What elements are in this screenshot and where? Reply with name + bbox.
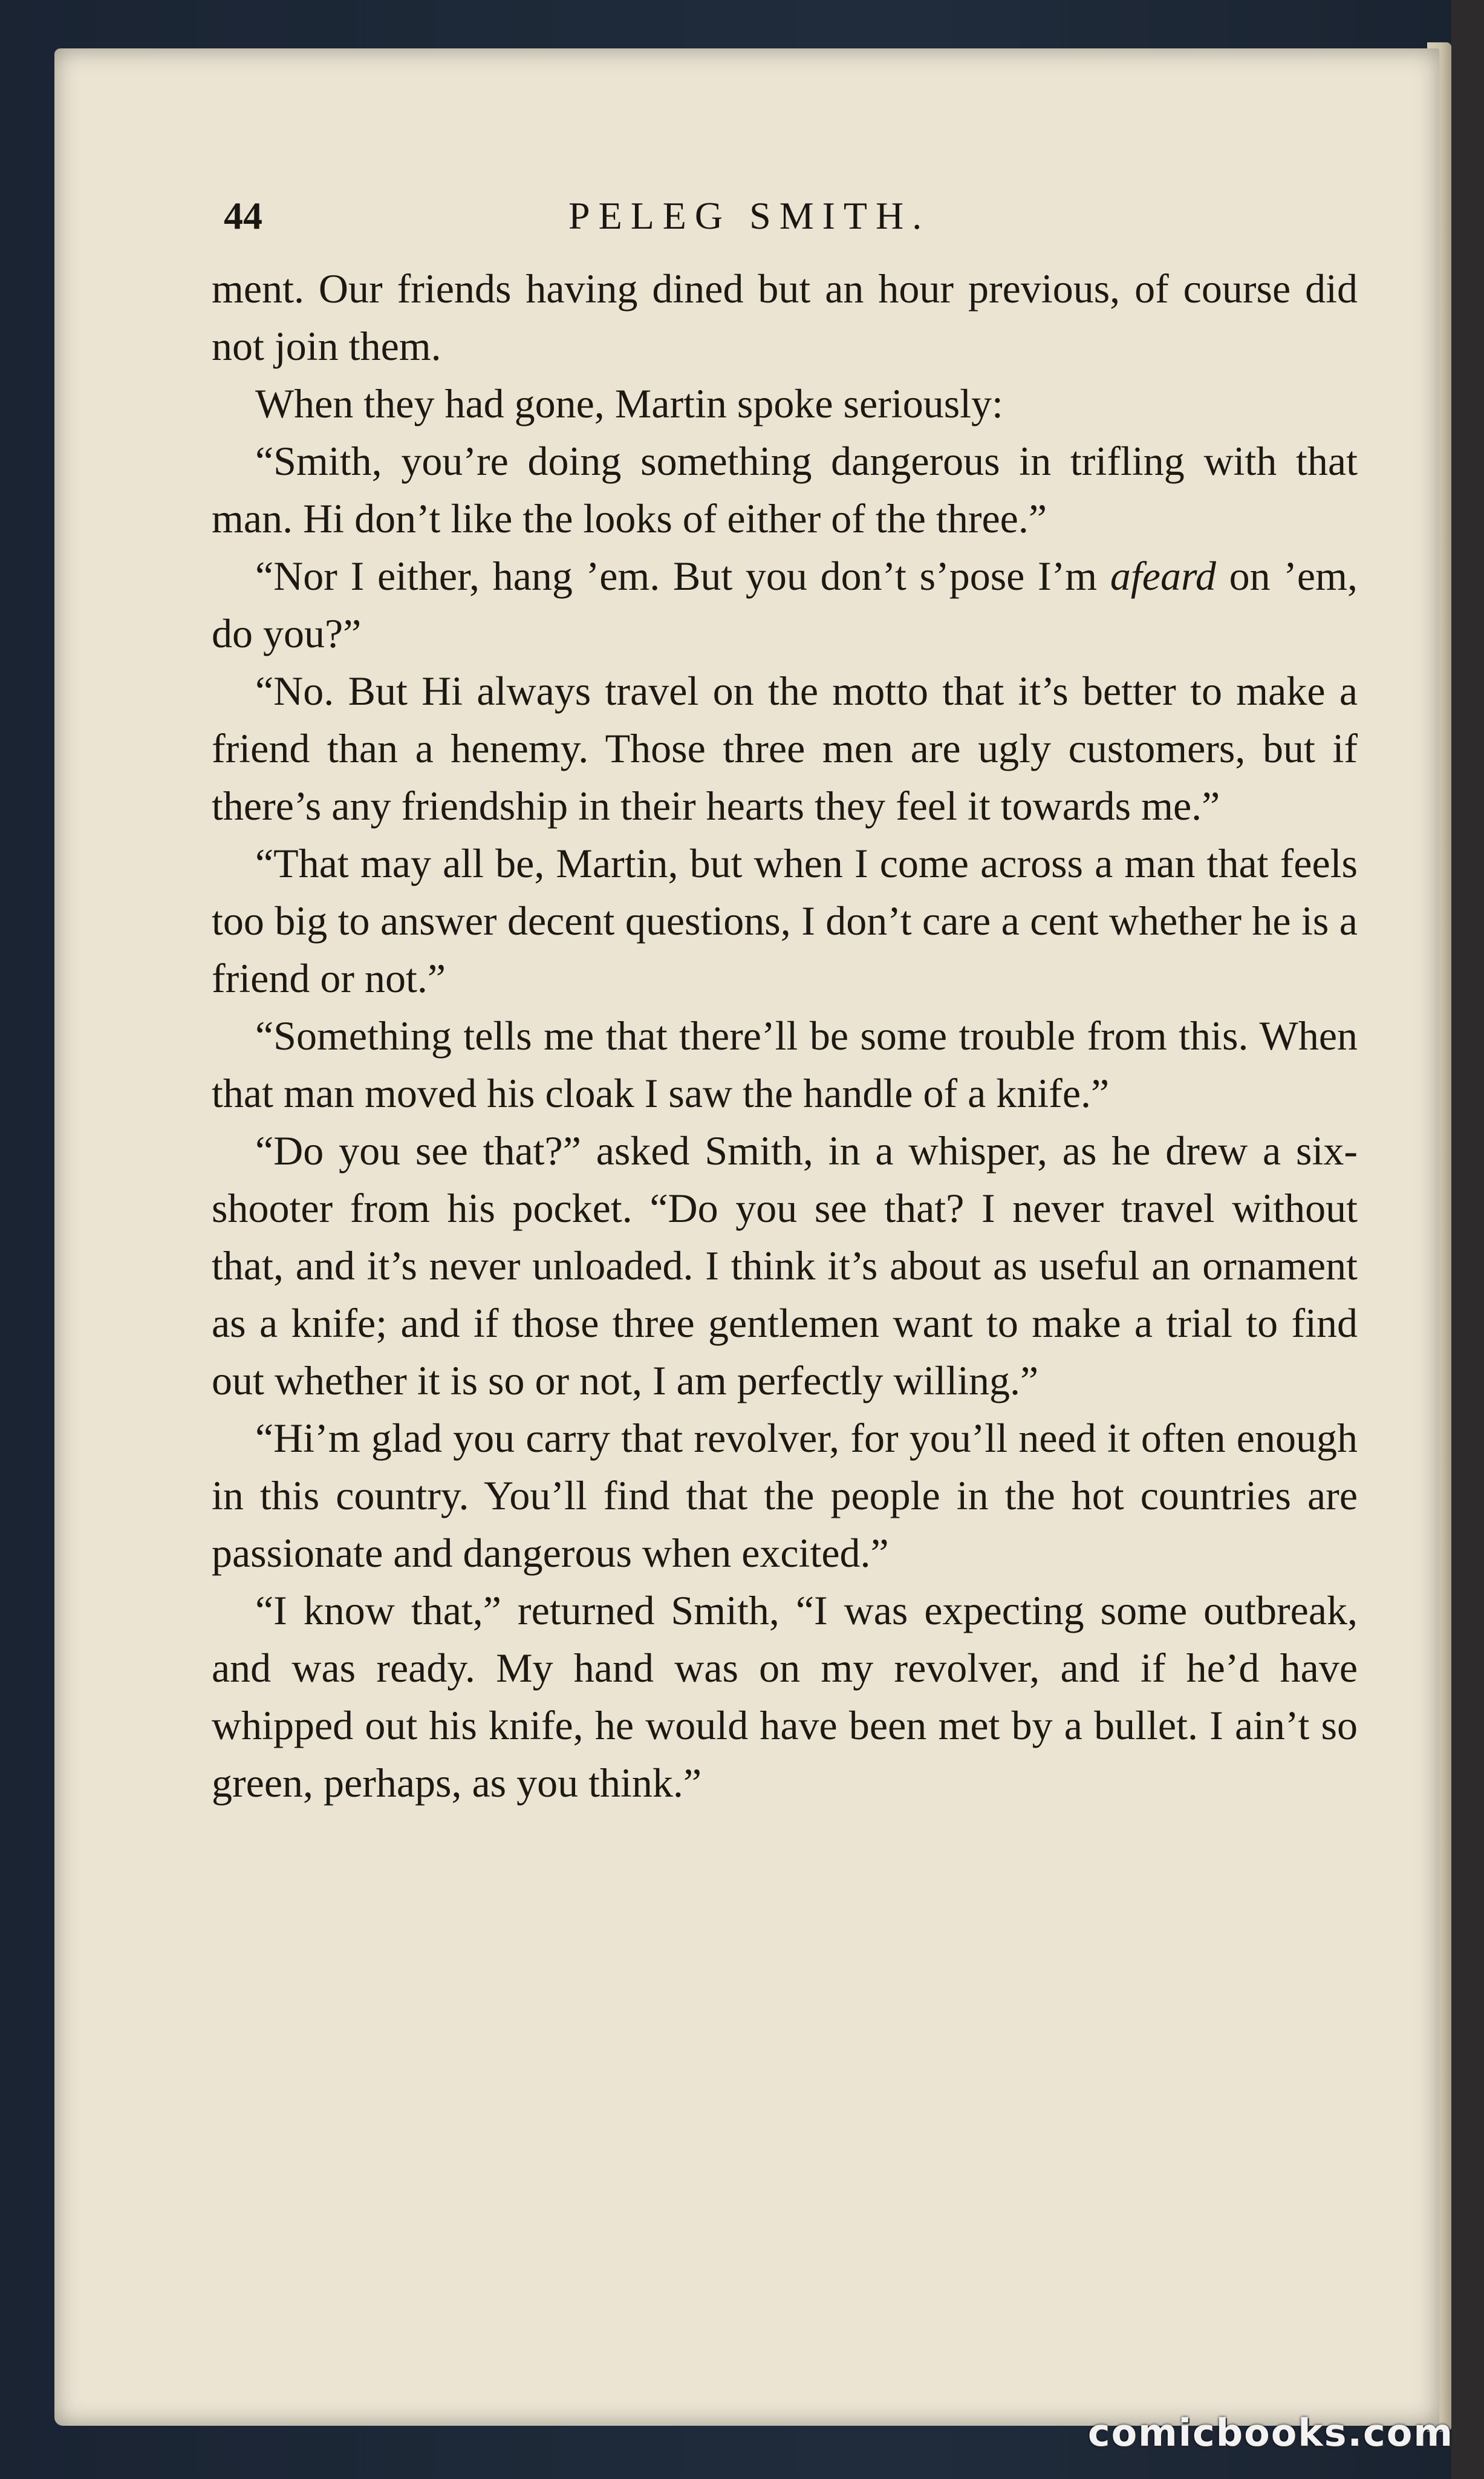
body-text: [212, 260, 1358, 1812]
page-header: [224, 194, 1373, 260]
paragraph-7: “Something tells me that there’ll be some trouble from this. When that man moved his cloak I saw the handle of a knife.”: [212, 1013, 1358, 1116]
paragraph-9: “Hi’m glad you carry that revolver, for you’ll need it often enough in this country. You’ll find that the people in the hot countries are passionate and dangerous when excited.”: [212, 1415, 1358, 1576]
paragraph-2: When they had gone, Martin spoke seriously:: [255, 381, 1003, 426]
paragraph-1: ment. Our friends having dined but an hour previous, of course did not join them.: [212, 266, 1358, 369]
paragraph-6: “That may all be, Martin, but when I come across a man that feels too big to answer decent questions, I don’t care a cent whether he is a friend or not.”: [212, 840, 1358, 1001]
paragraph-4-italic: afeard: [1110, 553, 1216, 599]
paragraph-5: “No. But Hi always travel on the motto that it’s better to make a friend than a henemy. Those three men are ugly customers, but if there’s any friendship in their hearts they feel it towards me.”: [212, 668, 1358, 829]
paragraph-4-end: on ’em, do you?”: [212, 553, 1358, 656]
running-title: PELEG SMITH.: [568, 194, 931, 237]
page-number: 44: [224, 194, 262, 237]
book-spine: [1451, 0, 1484, 2479]
paragraph-3: “Smith, you’re doing something dangerous in trifling with that man. Hi don’t like the looks of either of the three.”: [212, 438, 1358, 541]
watermark: comicbooks.com: [1087, 2411, 1454, 2455]
paragraph-4-start: “Nor I either, hang ’em. But you don’t s’pose I’m: [255, 553, 1110, 599]
paragraph-4: [212, 547, 1358, 662]
paragraph-8: “Do you see that?” asked Smith, in a whisper, as he drew a six-shooter from his pocket. “Do you see that? I never travel without that, and it’s never unloaded. I think it’s about as useful an ornament as a knife; and if those three gentlemen want to make a trial to find out whether it is so or not, I am perfectly willing.”: [212, 1128, 1358, 1403]
paragraph-10: “I know that,” returned Smith, “I was expecting some outbreak, and was ready. My hand was on my revolver, and if he’d have whipped out his knife, he would have been met by a bullet. I ain’t so green, perhaps, as you think.”: [212, 1587, 1358, 1806]
